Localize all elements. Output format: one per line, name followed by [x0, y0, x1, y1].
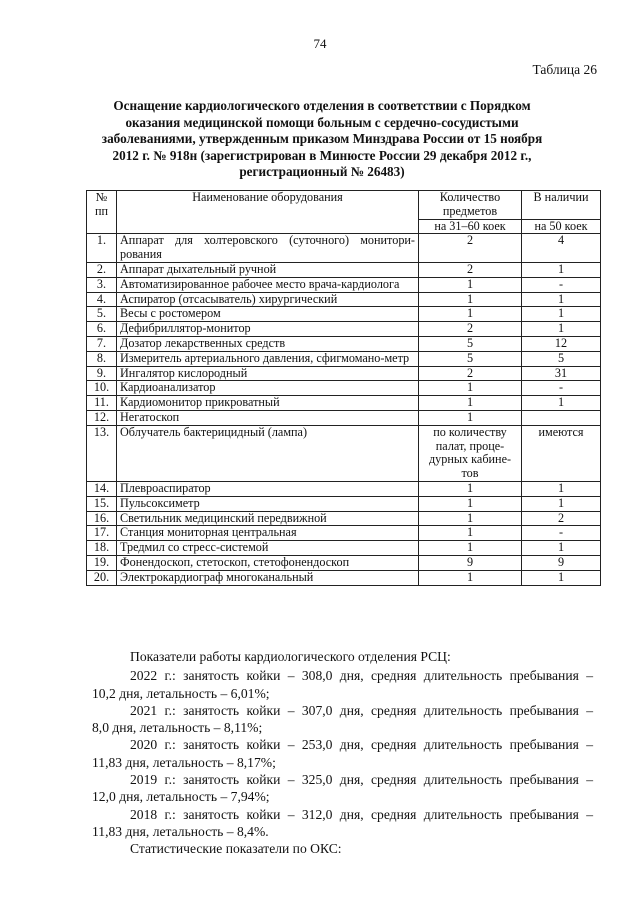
equipment-available — [522, 410, 601, 425]
table-row — [87, 307, 601, 322]
page-number: 74 — [313, 36, 327, 51]
stats-year-continuation: 11,83 дня, летальность – 8,4%. — [92, 823, 269, 839]
stats-year-line: 2019 г.: занятость койки – 325,0 дня, средняя длительность пребывания – — [130, 772, 593, 788]
equipment-available: 1 — [522, 292, 601, 307]
equipment-count: по количеству палат, проце-дурных кабине-тов — [419, 425, 522, 481]
equipment-count: 1 — [419, 410, 522, 425]
row-number: 8. — [87, 351, 117, 366]
equipment-count: 2 — [419, 234, 522, 263]
row-number: 12. — [87, 410, 117, 425]
stats-year-continuation: 12,0 дня, летальность – 7,94%; — [92, 789, 270, 805]
equipment-available: - — [522, 381, 601, 396]
equipment-count: 1 — [419, 307, 522, 322]
row-number: 1. — [87, 234, 117, 263]
equipment-name: Тредмил со стресс-системой — [117, 541, 419, 556]
stats-year-continuation: 10,2 дня, летальность – 6,01%; — [92, 685, 270, 701]
table-row — [87, 351, 601, 366]
table-row — [87, 336, 601, 351]
header-available-sub: на 50 коек — [522, 219, 601, 234]
row-number: 4. — [87, 292, 117, 307]
equipment-name: Электрокардиограф многоканальный — [117, 570, 419, 585]
equipment-name: Аспиратор (отсасыватель) хирургический — [117, 292, 419, 307]
equipment-name: Кардиоанализатор — [117, 381, 419, 396]
table-row — [87, 277, 601, 292]
equipment-name: Пульсоксиметр — [117, 496, 419, 511]
table-row — [87, 526, 601, 541]
stats-year-line: 2018 г.: занятость койки – 312,0 дня, средняя длительность пребывания – — [130, 806, 593, 822]
equipment-count: 2 — [419, 262, 522, 277]
row-number: 18. — [87, 541, 117, 556]
row-number: 13. — [87, 425, 117, 481]
stats-years — [92, 667, 593, 840]
row-number: 14. — [87, 481, 117, 496]
row-number: 20. — [87, 570, 117, 585]
equipment-name: Фонендоскоп, стетоскоп, стетофонендоскоп — [117, 555, 419, 570]
table-row — [87, 396, 601, 411]
equipment-available: 2 — [522, 511, 601, 526]
row-number: 7. — [87, 336, 117, 351]
table-row — [87, 425, 601, 481]
table-row — [87, 292, 601, 307]
row-number: 9. — [87, 366, 117, 381]
equipment-name: Автоматизированное рабочее место врача-кардиолога — [117, 277, 419, 292]
header-count-sub: на 31–60 коек — [419, 219, 522, 234]
stats-year-continuation: 8,0 дня, летальность – 8,11%; — [92, 720, 263, 736]
equipment-count: 1 — [419, 292, 522, 307]
table-row — [87, 262, 601, 277]
equipment-name: Станция мониторная центральная — [117, 526, 419, 541]
equipment-available: 1 — [522, 541, 601, 556]
equipment-available: имеются — [522, 425, 601, 481]
table-label: Таблица 26 — [532, 62, 597, 77]
equipment-name: Ингалятор кислородный — [117, 366, 419, 381]
equipment-count: 1 — [419, 481, 522, 496]
equipment-available: 12 — [522, 336, 601, 351]
table-row — [87, 481, 601, 496]
row-number: 6. — [87, 322, 117, 337]
row-number: 3. — [87, 277, 117, 292]
equipment-name: Кардиомонитор прикроватный — [117, 396, 419, 411]
equipment-count: 1 — [419, 381, 522, 396]
equipment-table-body — [87, 234, 601, 585]
row-number: 5. — [87, 307, 117, 322]
row-number: 10. — [87, 381, 117, 396]
stats-section — [92, 648, 593, 860]
equipment-name: Аппарат для холтеровского (суточного) монитори-рования — [117, 234, 419, 263]
equipment-available: 9 — [522, 555, 601, 570]
row-number: 19. — [87, 555, 117, 570]
document-title: Оснащение кардиологического отделения в соответствии с Порядком оказания медицинской помощи больным с сердечно-сосудистыми заболеваниями, утвержденным приказом Минздрава России от 15 ноября 2012 г. № 918н (зарегистрирован в Минюсте России 29 декабря 2012 г., регистрационный № 26483) — [101, 98, 543, 179]
equipment-name: Дефибриллятор-монитор — [117, 322, 419, 337]
equipment-available: 4 — [522, 234, 601, 263]
stats-footer: Статистические показатели по ОКС: — [130, 841, 342, 857]
equipment-name: Светильник медицинский передвижной — [117, 511, 419, 526]
header-count: Количество предметов — [419, 191, 522, 220]
equipment-available: 1 — [522, 307, 601, 322]
equipment-count: 1 — [419, 541, 522, 556]
equipment-available: 1 — [522, 481, 601, 496]
row-number: 2. — [87, 262, 117, 277]
equipment-count: 9 — [419, 555, 522, 570]
table-row — [87, 234, 601, 263]
equipment-name: Плевроаспиратор — [117, 481, 419, 496]
equipment-available: 5 — [522, 351, 601, 366]
equipment-count: 1 — [419, 570, 522, 585]
equipment-name: Аппарат дыхательный ручной — [117, 262, 419, 277]
equipment-table — [86, 190, 601, 586]
equipment-name: Облучатель бактерицидный (лампа) — [117, 425, 419, 481]
equipment-available: 1 — [522, 322, 601, 337]
row-number: 11. — [87, 396, 117, 411]
equipment-count: 1 — [419, 511, 522, 526]
row-number: 17. — [87, 526, 117, 541]
equipment-count: 1 — [419, 396, 522, 411]
equipment-count: 5 — [419, 351, 522, 366]
equipment-available: 1 — [522, 396, 601, 411]
equipment-available: - — [522, 526, 601, 541]
equipment-count: 5 — [419, 336, 522, 351]
equipment-available: 31 — [522, 366, 601, 381]
header-available: В наличии — [522, 191, 601, 220]
table-row — [87, 322, 601, 337]
equipment-available: 1 — [522, 570, 601, 585]
equipment-available: 1 — [522, 496, 601, 511]
stats-year-line: 2021 г.: занятость койки – 307,0 дня, средняя длительность пребывания – — [130, 702, 593, 718]
stats-year-line: 2020 г.: занятость койки – 253,0 дня, средняя длительность пребывания – — [130, 737, 593, 753]
row-number: 16. — [87, 511, 117, 526]
header-num: № пп — [87, 191, 117, 234]
table-row — [87, 570, 601, 585]
equipment-name: Негатоскоп — [117, 410, 419, 425]
table-row — [87, 381, 601, 396]
equipment-count: 1 — [419, 496, 522, 511]
equipment-count: 2 — [419, 322, 522, 337]
stats-year-line: 2022 г.: занятость койки – 308,0 дня, средняя длительность пребывания – — [130, 668, 593, 684]
table-row — [87, 541, 601, 556]
table-row — [87, 496, 601, 511]
equipment-name: Измеритель артериального давления, сфигмомано-метр — [117, 351, 419, 366]
stats-heading: Показатели работы кардиологического отделения РСЦ: — [130, 649, 451, 664]
equipment-count: 2 — [419, 366, 522, 381]
header-name: Наименование оборудования — [117, 191, 419, 234]
equipment-available: - — [522, 277, 601, 292]
stats-year-continuation: 11,83 дня, летальность – 8,17%; — [92, 754, 276, 770]
table-row — [87, 555, 601, 570]
table-row — [87, 366, 601, 381]
table-row — [87, 511, 601, 526]
equipment-name: Весы с ростомером — [117, 307, 419, 322]
table-row — [87, 410, 601, 425]
equipment-count: 1 — [419, 277, 522, 292]
equipment-name: Дозатор лекарственных средств — [117, 336, 419, 351]
row-number: 15. — [87, 496, 117, 511]
equipment-count: 1 — [419, 526, 522, 541]
equipment-available: 1 — [522, 262, 601, 277]
